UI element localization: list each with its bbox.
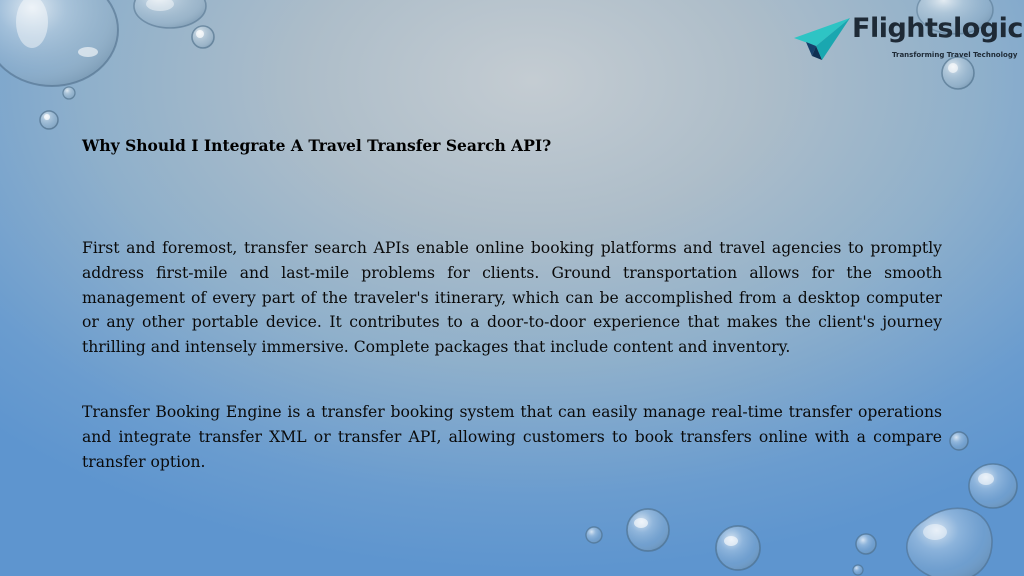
droplet: [0, 0, 118, 86]
droplet: [40, 111, 58, 129]
paper-plane-icon: [792, 16, 850, 62]
logo-tagline: Transforming Travel Technology: [892, 51, 1018, 59]
droplet: [853, 565, 863, 575]
droplet: [969, 464, 1017, 508]
droplet: [950, 432, 968, 450]
droplet: [907, 508, 992, 576]
droplet: [627, 509, 669, 551]
droplet: [192, 26, 214, 48]
logo-wordmark: Flightslogic: [852, 13, 1023, 44]
paragraph-transfer-booking-engine: Transfer Booking Engine is a transfer booking system that can easily manage real-time transfer operations and integrate transfer XML or transfer API, allowing customers to book transfers online with a compare transfer option.: [82, 403, 942, 471]
paragraph-transfer-search-apis: First and foremost, transfer search APIs enable online booking platforms and travel agencies to promptly address first-mile and last-mile problems for clients. Ground transportation allows for the smooth management of every part of the traveler's itinerary, which can be accomplished from a desktop computer or any other portable device. It contributes to a door-to-door experience that makes the client's journey thrilling and intensely immersive. Complete packages that include content and inventory.: [82, 239, 942, 357]
slide-title: Why Should I Integrate A Travel Transfer Search API?: [82, 136, 552, 155]
flightslogic-logo: [790, 12, 1023, 64]
droplet: [856, 534, 876, 554]
droplet: [63, 87, 75, 99]
droplet: [134, 0, 206, 28]
droplet: [716, 526, 760, 570]
droplet: [586, 527, 602, 543]
